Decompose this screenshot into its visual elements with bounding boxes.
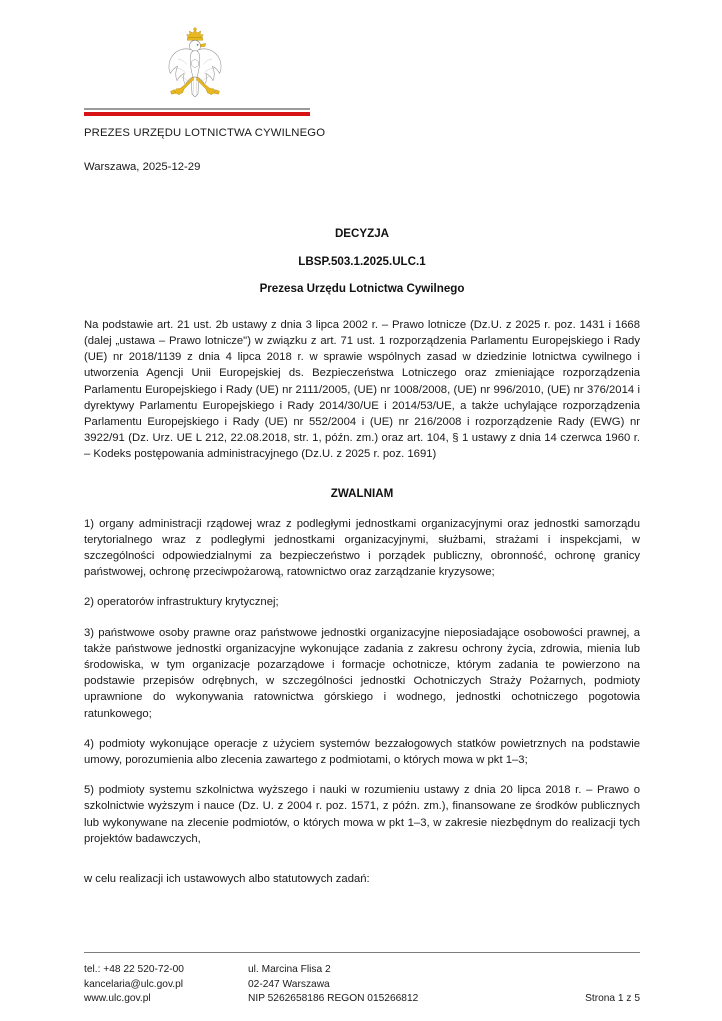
spacer-before-operative: [84, 477, 640, 487]
issuing-authority: Prezesa Urzędu Lotnictwa Cywilnego: [259, 282, 465, 296]
list-item: 1) organy administracji rządowej wraz z podległymi jednostkami organizacyjnymi oraz jednostki samorządu terytorialnego wraz z podległymi jednostkami organizacyjnymi, służbami, strażami i inspekcjami, w szczególności odpowiedzialnymi za bezpieczeństwo i porządek publiczny, obronność, ochronę granicy państwowej, ochronę przeciwpożarową, ratownictwo oraz zarządzanie kryzysowe;: [84, 517, 640, 579]
spacer-after-operative: [84, 500, 640, 516]
place-and-date: Warszawa, 2025-12-29: [84, 161, 201, 173]
spacer-after-title: [84, 295, 640, 317]
footer-registration: NIP 5262658186 REGON 015266812: [248, 993, 419, 1005]
footer-columns: [84, 963, 640, 1007]
footer-website[interactable]: www.ulc.gov.pl: [84, 993, 151, 1005]
document-kind: DECYZJA: [334, 227, 390, 240]
title-block: [84, 228, 640, 295]
footer-email[interactable]: kancelaria@ulc.gov.pl: [84, 978, 184, 990]
office-name: PREZES URZĘDU LOTNICTWA CYWILNEGO: [84, 127, 326, 139]
spacer-before-closing: [84, 861, 640, 871]
list-item: 2) operatorów infrastruktury krytycznej;: [84, 596, 279, 609]
list-item: 5) podmioty systemu szkolnictwa wyższego i nauki w rozumieniu ustawy z dnia 20 lipca 2018 r. – Prawo o szkolnictwie wyższym i nauce (Dz. U. z 2004 r. poz. 1571, z późn. zm.), finansowane ze środków publicznych lub wykonywane na zlecenie podmiotów, o których mowa w pkt 1–3, w zakresie niezbędnym do realizacji tych projektów badawczych,: [84, 784, 640, 845]
footer-street: ul. Marcina Flisa 2: [248, 964, 331, 975]
list-item: 4) podmioty wykonujące operacje z użyciem systemów bezzałogowych statków powietrznych na podstawie umowy, porozumienia albo zlecenia zawartego z podmiotami, o których mowa w pkt 1–3;: [84, 737, 640, 767]
list-item: 3) państwowe osoby prawne oraz państwowe jednostki organizacyjne nieposiadające osobowości prawnej, a także państwowe jednostki organizacyjne wykonujące zadania z zakresu ochrony życia, zdrowia, mienia lub środowiska, w tym organizacje pozarządowe i formacje ochotnicze, którym zadania te powierzono na podstawie przepisów odrębnych, w szczególności jednostki Ochotniczych Straży Pożarnych, podmioty uprawnione do wykonywania ratownictwa górskiego i wodnego, jednostki ochotniczego pogotowia ratunkowego;: [84, 626, 640, 720]
footer-phone: tel.: +48 22 520-72-00: [84, 964, 184, 975]
page-footer: [84, 952, 640, 1007]
header-rule-red: [84, 112, 310, 116]
footer-contact-column: [84, 963, 248, 1007]
polish-eagle-emblem: [162, 26, 228, 102]
footer-address-column: [248, 963, 640, 1007]
operative-heading: ZWALNIAM: [330, 486, 394, 500]
emblem-container: [0, 26, 390, 102]
footer-divider: [84, 952, 640, 953]
document-content: [84, 228, 640, 887]
closing-paragraph: w celu realizacji ich ustawowych albo statutowych zadań:: [84, 873, 370, 886]
header-rule: [84, 108, 310, 116]
page-indicator: Strona 1 z 5: [585, 993, 640, 1005]
legal-basis-paragraph: Na podstawie art. 21 ust. 2b ustawy z dnia 3 lipca 2002 r. – Prawo lotnicze (Dz.U. z 2025 r. poz. 1431 i 1668 (dalej „ustawa – Prawo lotnicze") w związku z art. 71 ust. 1 rozporządzenia Parlamentu Europejskiego i Rady (UE) nr 2018/1139 z dnia 4 lipca 2018 r. w sprawie wspólnych zasad w dziedzinie lotnictwa cywilnego i utworzenia Agencji Unii Europejskiej ds. Bezpieczeństwa Lotniczego oraz zmieniające rozporządzenia Parlamentu Europejskiego i Rady (UE) nr 2111/2005, (UE) nr 1008/2008, (UE) nr 996/2010, (UE) nr 376/2014 i dyrektywy Parlamentu Europejskiego i Rady 2014/30/UE i 2014/53/UE, a także uchylające rozporządzenia Parlamentu Europejskiego i Rady (UE) nr 552/2004 i (UE) nr 216/2008 i rozporządzenie Rady (EWG) nr 3922/91 (Dz. Urz. UE L 212, 22.08.2018, str. 1, późn. zm.) oraz art. 104, § 1 ustawy z dnia 14 czerwca 1960 r. – Kodeks postępowania administracyjnego (Dz.U. z 2025 r. poz. 1691): [84, 318, 640, 461]
document-reference: LBSP.503.1.2025.ULC.1: [298, 254, 426, 268]
footer-city: 02-247 Warszawa: [248, 978, 330, 990]
